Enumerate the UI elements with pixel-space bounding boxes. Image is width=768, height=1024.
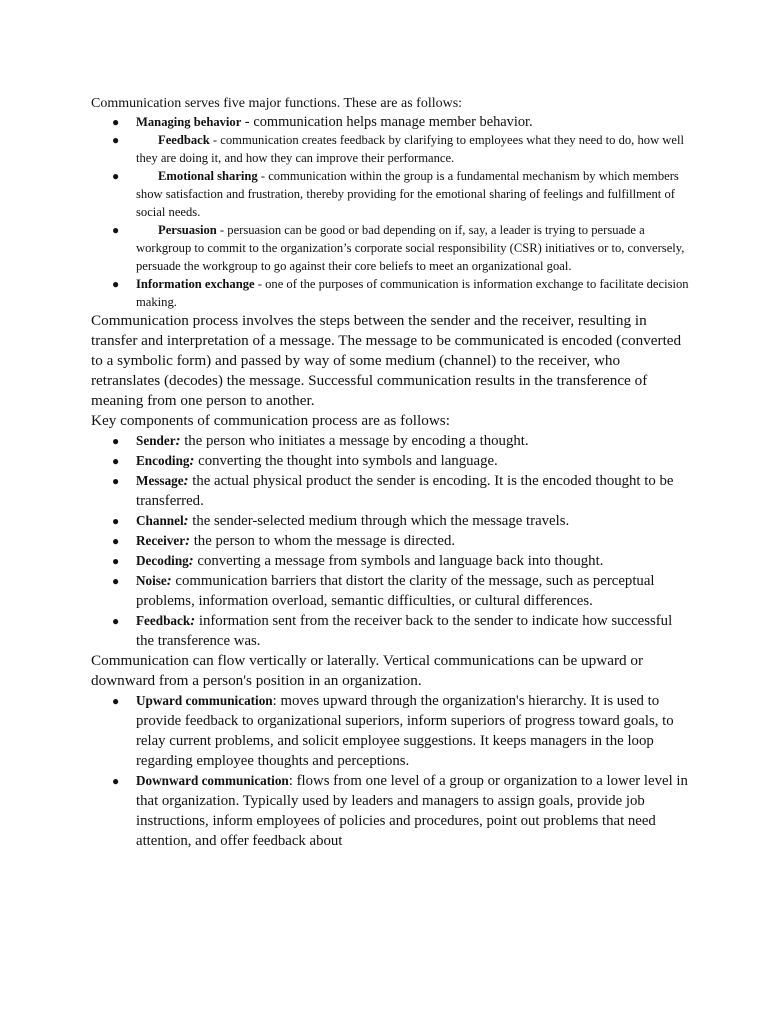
- directions-list: [91, 691, 691, 851]
- document-page: [91, 94, 691, 851]
- bullet-icon: ●: [112, 474, 120, 488]
- component-term: Receiver: [136, 533, 186, 548]
- bullet-icon: ●: [112, 514, 120, 528]
- component-text: the sender-selected medium through which the message travels.: [188, 513, 570, 529]
- list-item: ● Emotional sharing - communication within the group is a fundamental mechanism by which members show satisfaction and frustration, thereby providing for the emotional sharing of feelings and fulfillment of social needs.: [112, 169, 679, 219]
- function-text: communication within the group is a fundamental mechanism by which members show satisfaction and frustration, thereby providing for the emotional sharing of feelings and fulfillment of social needs.: [136, 169, 679, 219]
- component-text: information sent from the receiver back to the sender to indicate how successful the transference was.: [136, 613, 673, 649]
- component-text: the actual physical product the sender is encoding. It is the encoded thought to be transferred.: [136, 473, 674, 509]
- component-text: the person who initiates a message by encoding a thought.: [180, 433, 529, 449]
- bullet-icon: ●: [112, 277, 120, 291]
- bullet-icon: ●: [112, 554, 120, 568]
- function-term: Managing behavior: [136, 115, 242, 129]
- function-term: Feedback: [158, 133, 210, 147]
- component-term: Channel: [136, 513, 184, 528]
- bullet-icon: ●: [112, 115, 120, 129]
- list-item: ● Managing behavior - communication helps manage member behavior.: [112, 114, 533, 130]
- list-item: ● Receiver: the person to whom the message is directed.: [112, 533, 456, 549]
- direction-term: Upward communication: [136, 693, 273, 708]
- components-list: [91, 431, 691, 651]
- bullet-icon: ●: [112, 169, 120, 183]
- component-text: the person to whom the message is directed.: [190, 533, 456, 549]
- bullet-icon: ●: [112, 454, 120, 468]
- function-text: one of the purposes of communication is information exchange to facilitate decision making.: [136, 277, 689, 309]
- component-term: Sender: [136, 433, 176, 448]
- component-term: Message: [136, 473, 184, 488]
- list-item: ● Message: the actual physical product the sender is encoding. It is the encoded thought to be transferred.: [112, 473, 674, 509]
- list-item: ● Feedback: information sent from the receiver back to the sender to indicate how successful the transference was.: [112, 613, 673, 649]
- list-item: ● Noise: communication barriers that distort the clarity of the message, such as perceptual problems, information overload, semantic difficulties, or cultural differences.: [112, 573, 655, 609]
- function-term: Emotional sharing: [158, 169, 258, 183]
- list-item: [91, 771, 691, 851]
- function-text: persuasion can be good or bad depending on if, say, a leader is trying to persuade a workgroup to commit to the organization’s corporate social responsibility (CSR) initiatives or to, conversely, persuade the workgroup to go against their core beliefs to meet an organizational goal.: [136, 223, 685, 273]
- function-term: Information exchange: [136, 277, 255, 291]
- list-item: ● Feedback - communication creates feedback by clarifying to employees what they need to do, how well they are doing it, and how they can improve their performance.: [112, 133, 684, 165]
- bullet-icon: ●: [112, 694, 120, 708]
- functions-intro: Communication serves five major functions. These are as follows:: [91, 96, 463, 111]
- list-item: ● Decoding: converting a message from symbols and language back into thought.: [112, 553, 604, 569]
- function-text: communication helps manage member behavior.: [253, 114, 533, 130]
- component-term: Encoding: [136, 453, 190, 468]
- bullet-icon: ●: [112, 614, 120, 628]
- bullet-icon: ●: [112, 133, 120, 147]
- list-item: [91, 691, 691, 771]
- direction-term: Downward communication: [136, 773, 289, 788]
- component-text: communication barriers that distort the clarity of the message, such as perceptual problems, information overload, semantic difficulties, or cultural differences.: [136, 573, 655, 609]
- bullet-icon: ●: [112, 774, 120, 788]
- component-text: converting a message from symbols and language back into thought.: [193, 553, 604, 569]
- component-term: Feedback: [136, 613, 191, 628]
- process-paragraph: Communication process involves the steps between the sender and the receiver, resulting in transfer and interpretation of a message. The message to be communicated is encoded (converted to a symbolic form) and passed by way of some medium (channel) to the receiver, who retranslates (decodes) the message. Successful communication results in the transference of meaning from one person to another.: [91, 312, 682, 409]
- function-text: communication creates feedback by clarifying to employees what they need to do, how well they are doing it, and how they can improve their performance.: [136, 133, 684, 165]
- bullet-icon: ●: [112, 223, 120, 237]
- flow-paragraph: Communication can flow vertically or laterally. Vertical communications can be upward or downward from a person's position in an organization.: [91, 652, 644, 689]
- bullet-icon: ●: [112, 574, 120, 588]
- direction-text: : moves upward through the organization's hierarchy. It is used to provide feedback to organizational superiors, inform superiors of progress toward goals, to relay current problems, and solicit employee suggestions. It keeps managers in the loop regarding employee thoughts and perceptions.: [136, 693, 674, 769]
- list-item: ● Encoding: converting the thought into symbols and language.: [112, 453, 498, 469]
- function-term: Persuasion: [158, 223, 217, 237]
- components-intro: Key components of communication process are as follows:: [91, 412, 450, 429]
- list-item: ● Persuasion - persuasion can be good or bad depending on if, say, a leader is trying to persuade a workgroup to commit to the organization’s corporate social responsibility (CSR) initiatives or to, conversely, persuade the workgroup to go against their core beliefs to meet an organizational goal.: [112, 223, 685, 273]
- component-text: converting the thought into symbols and language.: [194, 453, 498, 469]
- bullet-icon: ●: [112, 534, 120, 548]
- functions-list: [91, 113, 691, 311]
- list-item: ● Sender: the person who initiates a message by encoding a thought.: [112, 433, 529, 449]
- component-term: Decoding: [136, 553, 189, 568]
- direction-text: : flows from one level of a group or organization to a lower level in that organization. Typically used by leaders and managers to assign goals, provide job instructions, inform employees of policies and procedures, point out problems that need attention, and offer feedback about: [136, 773, 688, 849]
- bullet-icon: ●: [112, 434, 120, 448]
- list-item: ● Channel: the sender-selected medium through which the message travels.: [112, 513, 570, 529]
- list-item: ● Information exchange - one of the purposes of communication is information exchange to facilitate decision making.: [112, 277, 689, 309]
- component-term: Noise: [136, 573, 167, 588]
